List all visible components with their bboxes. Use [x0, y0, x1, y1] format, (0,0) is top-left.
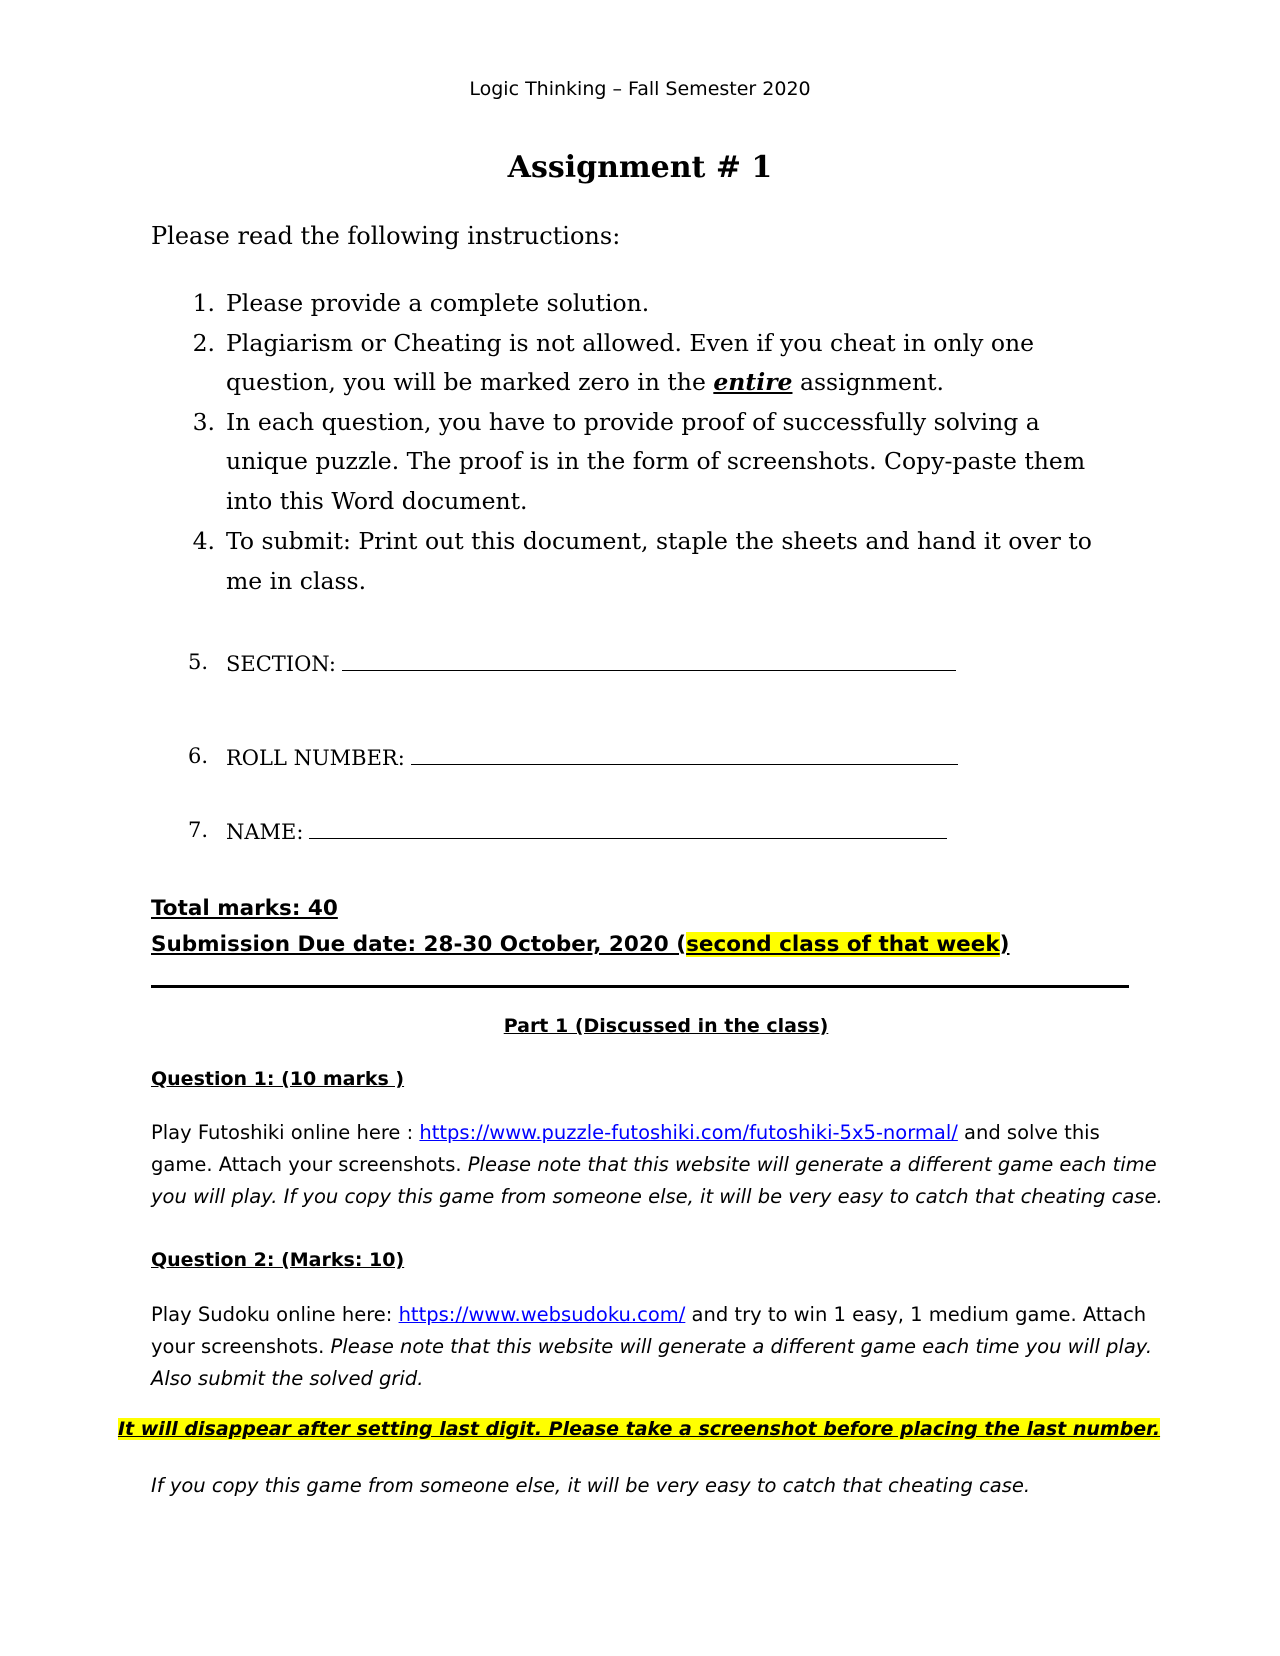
- warning-text: It will disappear after setting last digit. Please take a screenshot before placing the last number.: [117, 1418, 1161, 1440]
- field-label: ROLL NUMBER:: [226, 746, 405, 770]
- list-text: [226, 368, 944, 396]
- q2-text: your screenshots.: [151, 1335, 331, 1358]
- list-text: To submit: Print out this document, staple the sheets and hand it over to: [226, 527, 1092, 555]
- q1-note: you will play. If you copy this game from someone else, it will be very easy to catch that cheating case.: [151, 1185, 1163, 1208]
- question-1-line-3: [151, 1181, 1163, 1213]
- due-date-text: ): [999, 932, 1010, 957]
- question-2-line-3: [151, 1363, 423, 1395]
- instructions-intro: Please read the following instructions:: [151, 222, 621, 250]
- q1-text: game. Attach your screenshots.: [151, 1153, 468, 1176]
- closing-text: If you copy this game from someone else, it will be very easy to catch that cheating case.: [151, 1474, 1031, 1497]
- list-text: me in class.: [226, 567, 367, 595]
- closing-note: [151, 1470, 1030, 1502]
- question-2-line-2: [151, 1331, 1152, 1363]
- q1-note: Please note that this website will generate a different game each time: [467, 1153, 1157, 1176]
- question-1-line-1: [151, 1117, 1100, 1149]
- assignment-title: Assignment # 1: [507, 150, 773, 185]
- due-date-highlight: second class of that week: [686, 932, 1000, 957]
- due-date-text: Submission Due date: 28-30 October, 2020 (: [151, 932, 687, 957]
- horizontal-rule: [151, 985, 1129, 988]
- question-2-line-1: [151, 1299, 1146, 1331]
- roll-number-blank-line[interactable]: [411, 744, 958, 765]
- emphasis-entire: entire: [713, 368, 793, 396]
- futoshiki-link[interactable]: https://www.puzzle-futoshiki.com/futoshiki-5x5-normal/: [419, 1121, 958, 1144]
- list-text-part: question, you will be marked zero in the: [226, 368, 714, 396]
- field-row: [226, 818, 947, 844]
- list-number: 3.: [192, 408, 215, 436]
- question-2-title: Question 2: (Marks: 10): [151, 1249, 405, 1271]
- field-row: [226, 744, 958, 770]
- field-number: 7.: [187, 818, 208, 842]
- q1-text: Play Futoshiki online here :: [151, 1121, 420, 1144]
- page-header: Logic Thinking – Fall Semester 2020: [469, 78, 811, 100]
- q2-text: Play Sudoku online here:: [151, 1303, 399, 1326]
- section-blank-line[interactable]: [342, 650, 956, 671]
- q1-text: and solve this: [957, 1121, 1100, 1144]
- list-text: unique puzzle. The proof is in the form of screenshots. Copy-paste them: [226, 447, 1086, 475]
- list-text: into this Word document.: [226, 487, 528, 515]
- list-number: 1.: [192, 289, 215, 317]
- part-1-heading: Part 1 (Discussed in the class): [503, 1015, 829, 1037]
- q2-note: Please note that this website will generate a different game each time you will play.: [330, 1335, 1153, 1358]
- question-1-title: Question 1: (10 marks ): [151, 1068, 405, 1090]
- field-label: NAME:: [226, 820, 304, 844]
- field-number: 6.: [187, 744, 208, 768]
- list-text: Plagiarism or Cheating is not allowed. Even if you cheat in only one: [226, 329, 1035, 357]
- total-marks: Total marks: 40: [151, 896, 338, 921]
- list-text: Please provide a complete solution.: [226, 289, 650, 317]
- list-number: 2.: [192, 329, 215, 357]
- warning-note: [0, 1418, 1278, 1440]
- list-text: In each question, you have to provide proof of successfully solving a: [226, 408, 1040, 436]
- field-row: [226, 650, 956, 676]
- name-blank-line[interactable]: [309, 818, 947, 839]
- websudoku-link[interactable]: https://www.websudoku.com/: [398, 1303, 686, 1326]
- list-number: 4.: [192, 527, 215, 555]
- due-date: [151, 932, 1009, 957]
- q2-text: and try to win 1 easy, 1 medium game. Attach: [685, 1303, 1147, 1326]
- list-text-part: assignment.: [792, 368, 945, 396]
- question-1-line-2: [151, 1149, 1157, 1181]
- q2-note: Also submit the solved grid.: [151, 1367, 424, 1390]
- field-label: SECTION:: [226, 652, 337, 676]
- field-number: 5.: [187, 650, 208, 674]
